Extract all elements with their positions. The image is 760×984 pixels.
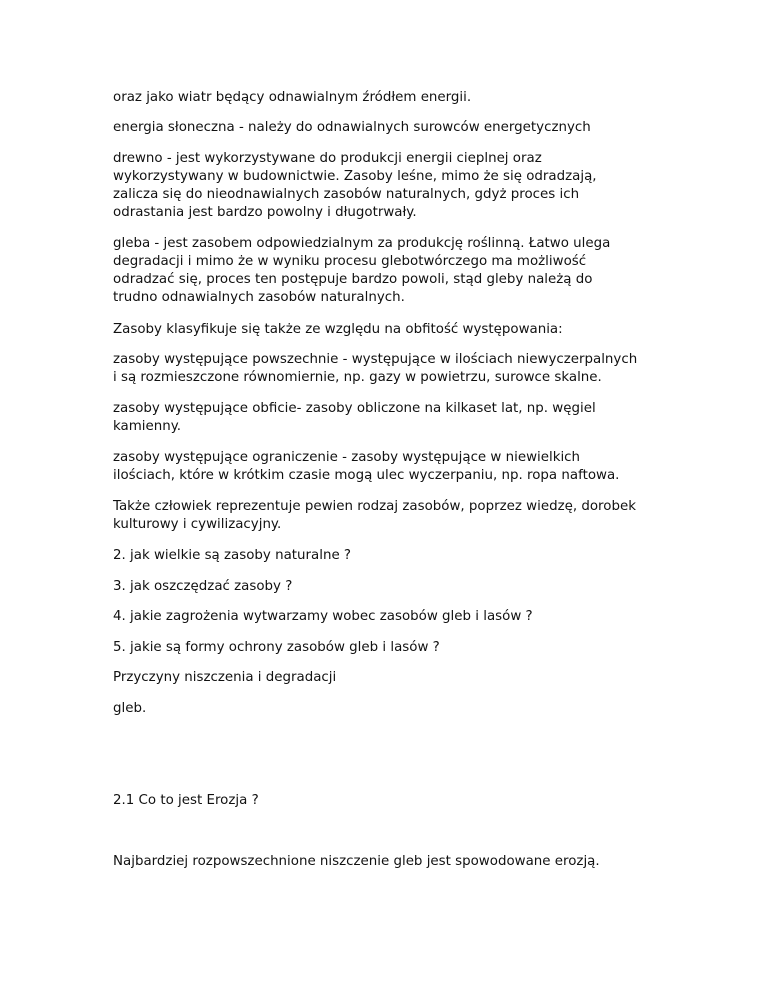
paragraph-classification: Zasoby klasyfikuje się także ze względu na obfitość występowania: [113,322,563,337]
section-heading-erosion: 2.1 Co to jest Erozja ? [113,793,259,808]
question-4: 4. jakie zagrożenia wytwarzamy wobec zasobów gleb i lasów ? [113,609,533,624]
paragraph-soil: gleba - jest zasobem odpowiedzialnym za produkcję roślinną. Łatwo ulega degradacji i mimo że w wyniku procesu glebotwórczego ma możliwość odradzać się, proces ten postępuje bardzo powoli, stąd gleby należą do trudno odnawialnych zasobów naturalnych. [113,236,611,305]
paragraph-wind-energy: oraz jako wiatr będący odnawialnym źródłem energii. [113,90,472,105]
paragraph-erosion: Najbardziej rozpowszechnione niszczenie gleb jest spowodowane erozją. [113,854,600,869]
paragraph-wood: drewno - jest wykorzystywane do produkcji energii cieplnej oraz wykorzystywany w budownictwie. Zasoby leśne, mimo że się odradzają, zalicza się do nieodnawialnych zasobów naturalnych, gdyż proces ich odrastania jest bardzo powolny i długotrwały. [113,151,597,220]
question-2: 2. jak wielkie są zasoby naturalne ? [113,548,352,563]
heading-degradation-causes: Przyczyny niszczenia i degradacji [113,670,337,685]
paragraph-common-resources: zasoby występujące powszechnie - występujące w ilościach niewyczerpalnych i są rozmieszczone równomiernie, np. gazy w powietrzu, surowce skalne. [113,352,638,385]
question-3: 3. jak oszczędzać zasoby ? [113,579,293,594]
paragraph-limited-resources: zasoby występujące ograniczenie - zasoby występujące w niewielkich ilościach, które w krótkim czasie mogą ulec wyczerpaniu, np. ropa naftowa. [113,450,620,483]
paragraph-human-resources: Także człowiek reprezentuje pewien rodzaj zasobów, poprzez wiedzę, dorobek kulturowy i cywilizacyjny. [113,499,636,532]
paragraph-abundant-resources: zasoby występujące obficie- zasoby obliczone na kilkaset lat, np. węgiel kamienny. [113,401,596,434]
paragraph-solar-energy: energia słoneczna - należy do odnawialnych surowców energetycznych [113,120,591,135]
question-5: 5. jakie są formy ochrony zasobów gleb i lasów ? [113,640,440,655]
heading-soil: gleb. [113,701,147,716]
